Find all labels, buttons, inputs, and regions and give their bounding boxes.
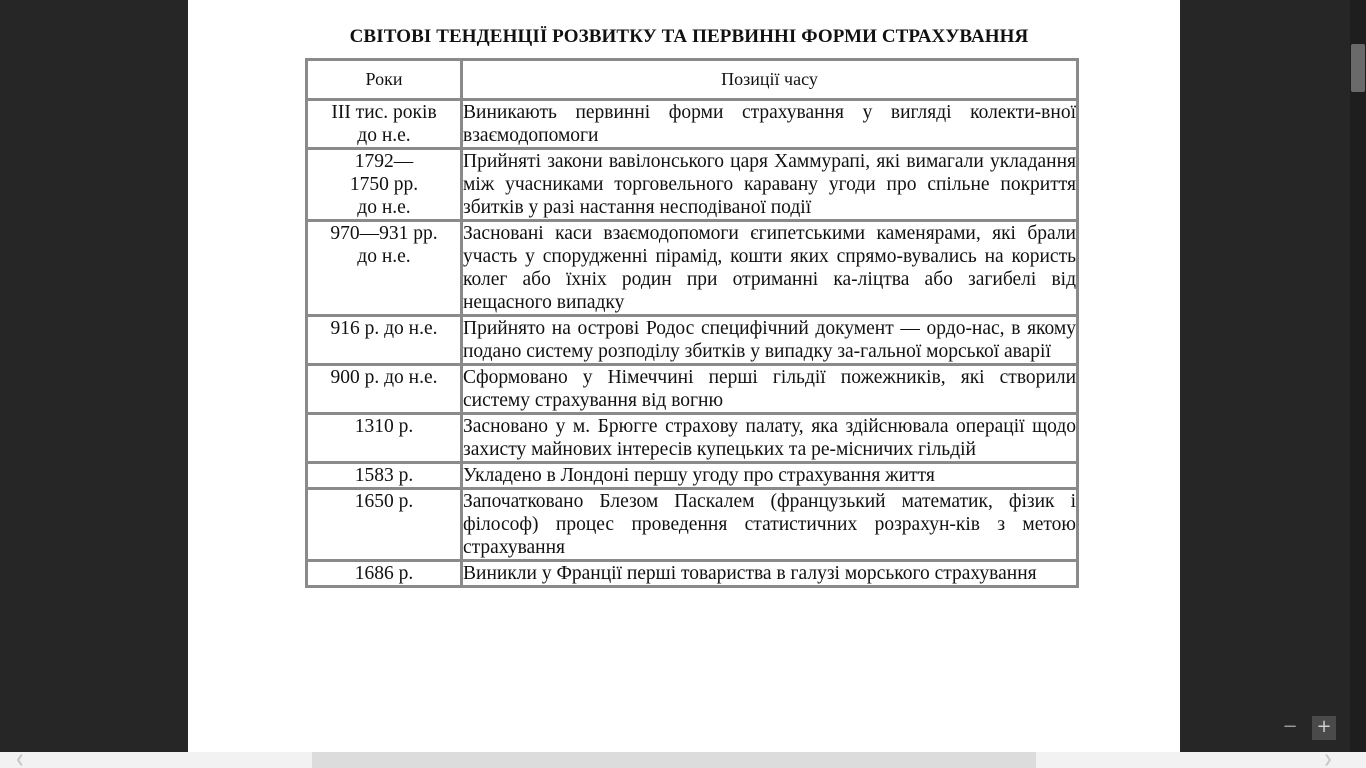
table-row (307, 561, 1078, 587)
table-row (307, 463, 1078, 489)
document-title-text: СВІТОВІ ТЕНДЕНЦІЇ РОЗВИТКУ ТА ПЕРВИННІ ФОРМИ СТРАХУВАННЯ (349, 26, 1029, 47)
document-page (188, 0, 1180, 768)
year-cell (307, 463, 462, 489)
event-cell: Укладено в Лондоні першу угоду про страхування життя (462, 463, 1078, 489)
table-row (307, 489, 1078, 561)
table-row (307, 149, 1078, 221)
header-events: Позиції часу (462, 60, 1078, 100)
event-cell: Виникли у Франції перші товариства в галузі морського страхування (462, 561, 1078, 587)
vertical-scrollbar-track[interactable] (1350, 0, 1366, 752)
year-text: III тис. років до н.е. (331, 102, 437, 146)
event-cell: Прийняті закони вавілонського царя Хаммурапі, які вимагали укладання між учасниками торговельного каравану угоди про спільне покриття збитків у разі настання несподіваної події (462, 149, 1078, 221)
vertical-scrollbar-thumb[interactable] (1351, 44, 1365, 92)
table-row (307, 221, 1078, 316)
plus-icon: + (1316, 716, 1332, 737)
year-cell (307, 489, 462, 561)
year-text: 900 р. до н.е. (330, 367, 438, 388)
year-text: 916 р. до н.е. (330, 318, 438, 339)
document-title (188, 26, 1180, 48)
zoom-out-button[interactable] (1278, 716, 1302, 740)
minus-icon: − (1282, 716, 1298, 737)
year-cell (307, 100, 462, 149)
event-cell: Започатковано Блезом Паскалем (французький математик, фізик і філософ) процес проведення статистичних розрахун-ків з метою страхування (462, 489, 1078, 561)
event-cell: Сформовано у Німеччині перші гільдії пожежників, які створили систему страхування від вогню (462, 365, 1078, 414)
year-text: 1792— 1750 рр. до н.е. (349, 151, 419, 218)
year-text: 1310 р. (354, 416, 414, 437)
year-cell (307, 561, 462, 587)
table-header-row (307, 60, 1078, 100)
table-row (307, 316, 1078, 365)
event-cell: Засновано у м. Брюгге страхову палату, яка здійснювала операції щодо захисту майнових інтересів купецьких та ре-місничих гільдій (462, 414, 1078, 463)
table-row (307, 100, 1078, 149)
chevron-right-icon[interactable]: ❯ (1323, 753, 1333, 766)
year-cell (307, 316, 462, 365)
year-cell (307, 221, 462, 316)
year-text: 1650 р. (354, 491, 414, 512)
table-row (307, 365, 1078, 414)
insurance-history-table (305, 58, 1079, 588)
year-text: 1686 р. (354, 563, 414, 584)
year-text: 1583 р. (354, 465, 414, 486)
event-cell: Прийнято на острові Родос специфічний документ — ордо-нас, в якому подано систему розподілу збитків у випадку за-гальної морської аварії (462, 316, 1078, 365)
zoom-in-button[interactable] (1312, 716, 1336, 740)
event-cell: Виникають первинні форми страхування у вигляді колекти-вної взаємодопомоги (462, 100, 1078, 149)
year-cell (307, 149, 462, 221)
year-text: 970—931 рр. до н.е. (330, 223, 438, 267)
year-cell (307, 414, 462, 463)
table-body (307, 100, 1078, 587)
year-cell (307, 365, 462, 414)
event-cell: Засновані каси взаємодопомоги єгипетськими каменярами, які брали участь у спорудженні пірамід, кошти яких спрямо-вувались на користь колег або їхніх родин при отриманні ка-ліцтва або загибелі від нещасного випадку (462, 221, 1078, 316)
table-row (307, 414, 1078, 463)
chevron-left-icon[interactable]: ❮ (15, 753, 25, 766)
header-years: Роки (307, 60, 462, 100)
horizontal-scrollbar-thumb[interactable] (312, 752, 1036, 768)
